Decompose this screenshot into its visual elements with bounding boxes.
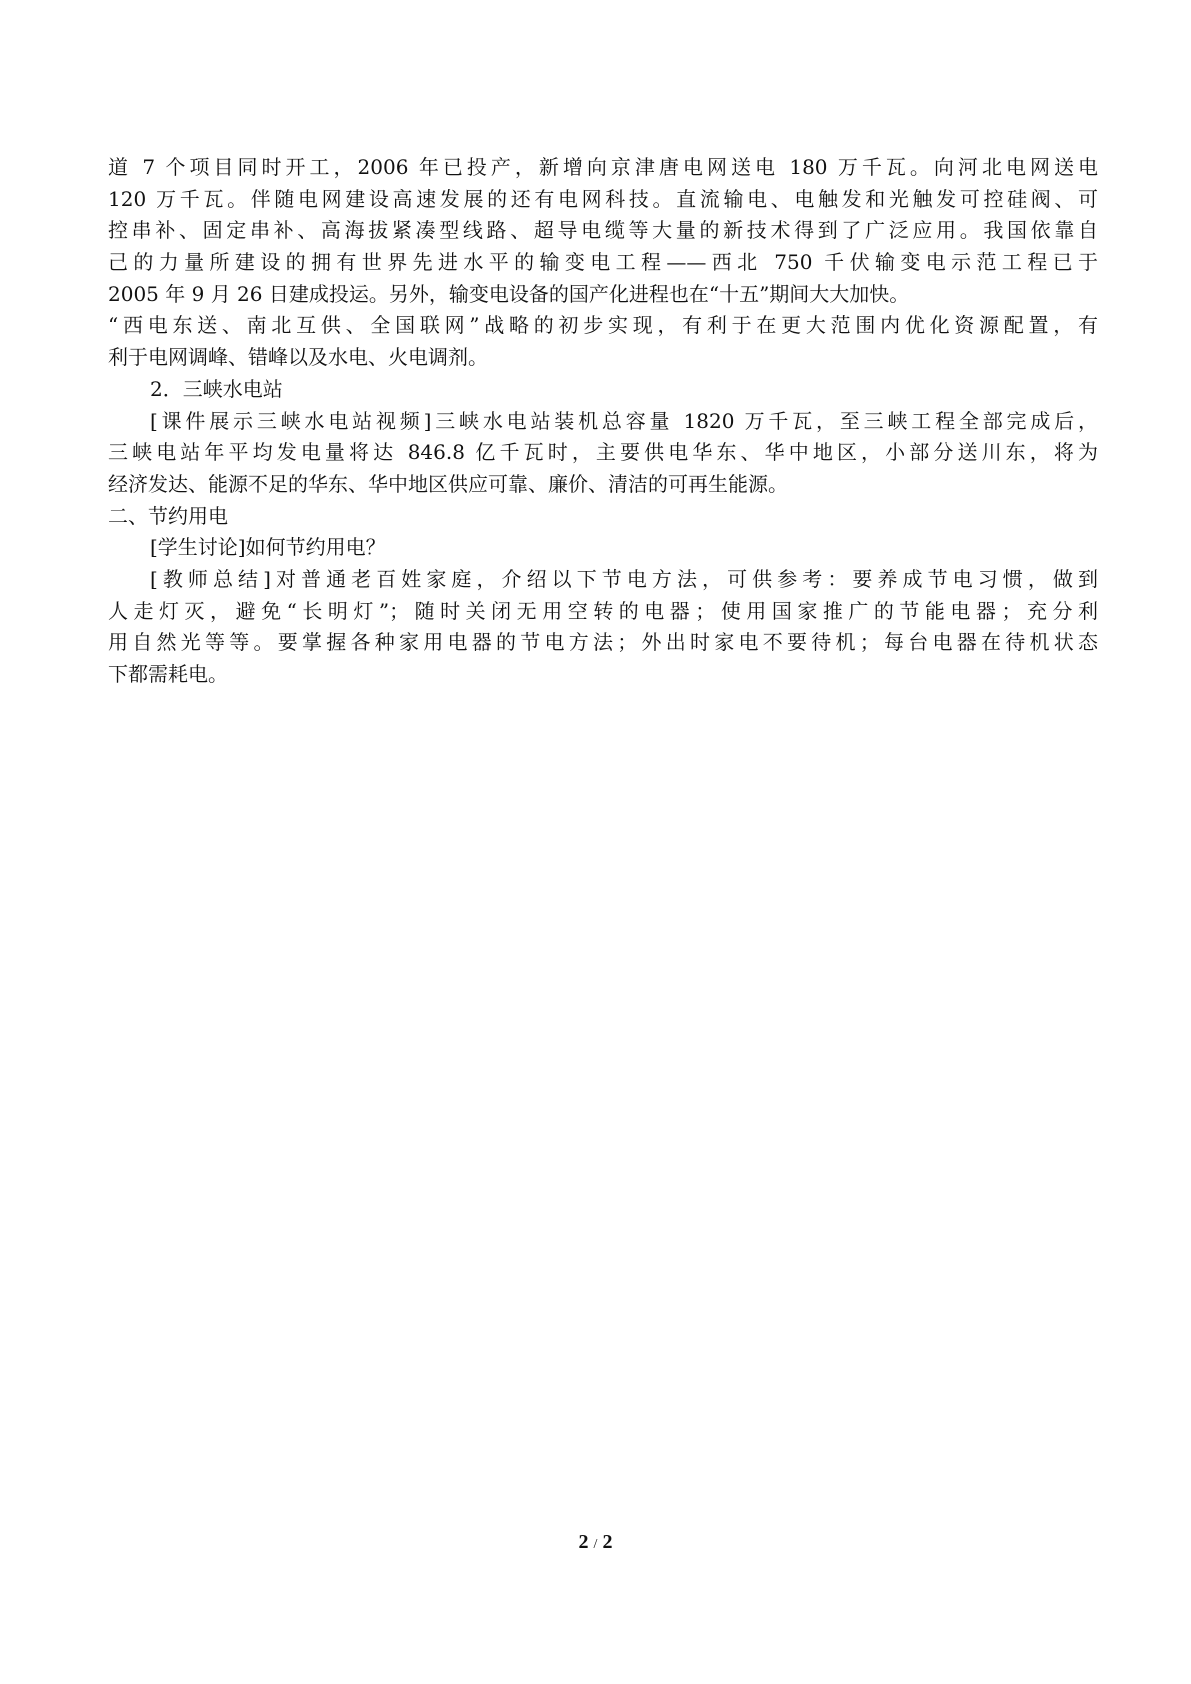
body-line: 用自然光等等。要掌握各种家用电器的节电方法；外出时家电不要待机；每台电器在待机状态 bbox=[108, 630, 1098, 655]
body-line: 利于电网调峰、错峰以及水电、火电调剂。 bbox=[108, 345, 488, 370]
body-line: [教师总结]对普通老百姓家庭，介绍以下节电方法，可供参考：要养成节电习惯，做到 bbox=[150, 566, 1098, 591]
body-line: 三峡电站年平均发电量将达 846.8 亿千瓦时，主要供电华东、华中地区，小部分送川东，将为 bbox=[108, 440, 1098, 465]
page-total: 2 bbox=[602, 1531, 613, 1553]
section-heading-saving-electricity: 二、节约用电 bbox=[108, 503, 228, 528]
page-separator: / bbox=[593, 1537, 598, 1552]
body-line: 己的力量所建设的拥有世界先进水平的输变电工程——西北 750 千伏输变电示范工程已于 bbox=[108, 250, 1098, 275]
body-line: 2005 年 9 月 26 日建成投运。另外，输变电设备的国产化进程也在“十五”期间大大加快。 bbox=[108, 281, 910, 306]
body-line: 控串补、固定串补、高海拔紧凑型线路、超导电缆等大量的新技术得到了广泛应用。我国依靠自 bbox=[108, 218, 1098, 243]
document-body bbox=[108, 152, 1098, 691]
body-line: [课件展示三峡水电站视频]三峡水电站装机总容量 1820 万千瓦，至三峡工程全部完成后， bbox=[150, 408, 1098, 433]
page-number bbox=[0, 1531, 1191, 1554]
body-line: “西电东送、南北互供、全国联网”战略的初步实现，有利于在更大范围内优化资源配置，有 bbox=[108, 313, 1098, 338]
body-line: [学生讨论]如何节约用电？ bbox=[150, 535, 386, 560]
body-line: 经济发达、能源不足的华东、华中地区供应可靠、廉价、清洁的可再生能源。 bbox=[108, 471, 788, 496]
page-current: 2 bbox=[578, 1531, 589, 1553]
section-heading-three-gorges: 2．三峡水电站 bbox=[150, 376, 283, 401]
body-line: 下都需耗电。 bbox=[108, 662, 228, 686]
body-line: 人走灯灭，避免“长明灯”；随时关闭无用空转的电器；使用国家推广的节能电器；充分利 bbox=[108, 598, 1098, 623]
body-line: 道 7 个项目同时开工，2006 年已投产，新增向京津唐电网送电 180 万千瓦。向河北电网送电 bbox=[108, 155, 1098, 179]
body-line: 120 万千瓦。伴随电网建设高速发展的还有电网科技。直流输电、电触发和光触发可控硅阀、可 bbox=[108, 186, 1098, 211]
